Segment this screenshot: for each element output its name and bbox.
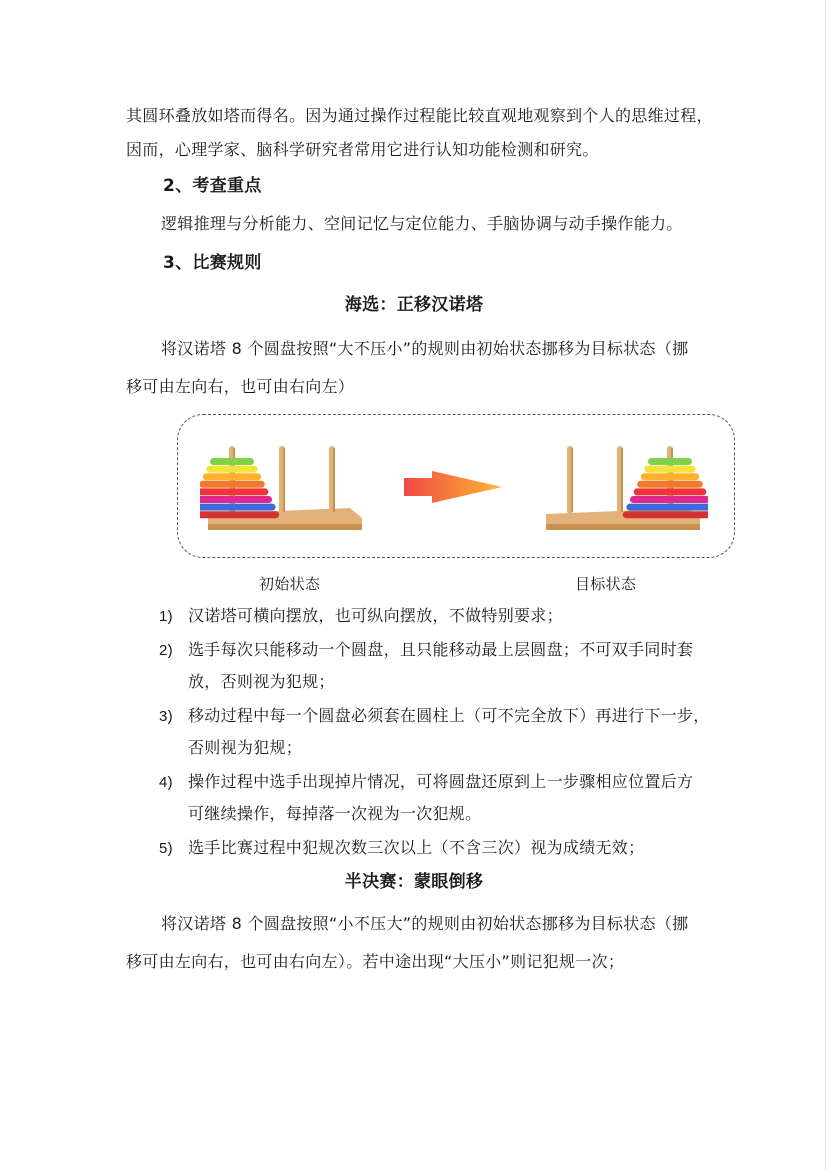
- rule-text-continued: 可继续操作，每掉落一次视为一次犯规。: [188, 804, 482, 823]
- section-3-title: 3、比赛规则: [163, 253, 262, 273]
- rule-number: 5): [159, 840, 173, 857]
- ring-disc: [206, 466, 257, 473]
- ring-disc: [637, 481, 703, 488]
- arrow-right-icon: [402, 470, 506, 504]
- ring-disc: [200, 504, 276, 511]
- page-edge: [825, 0, 826, 1170]
- ring-disc: [641, 473, 699, 480]
- preliminary-desc-line-1: 将汉诺塔 8 个圆盘按照“大不压小”的规则由初始状态挪移为目标状态（挪: [161, 339, 689, 358]
- ring-disc: [634, 488, 707, 495]
- semifinal-desc-line-2: 移可由左向右，也可由右向左）。若中途出现“大压小”则记犯规一次；: [126, 952, 625, 971]
- ring-disc: [200, 488, 268, 495]
- rule-number: 2): [159, 642, 173, 659]
- section-2-title: 2、考查重点: [163, 176, 262, 196]
- hanoi-target-state-image: [538, 438, 708, 538]
- preliminary-desc-line-2: 移可由左向右，也可由右向左）: [126, 377, 355, 396]
- ring-disc: [630, 496, 708, 503]
- rule-text-continued: 放，否则视为犯规；: [188, 672, 335, 691]
- semifinal-desc-line-1: 将汉诺塔 8 个圆盘按照“小不压大”的规则由初始状态挪移为目标状态（挪: [161, 914, 689, 933]
- preliminary-title: 海选：正移汉诺塔: [344, 295, 484, 315]
- section-2-body: 逻辑推理与分析能力、空间记忆与定位能力、手脑协调与动手操作能力。: [161, 214, 683, 233]
- rule-text-continued: 否则视为犯规；: [188, 738, 303, 757]
- rule-text: 选手比赛过程中犯规次数三次以上（不含三次）视为成绩无效；: [188, 838, 645, 857]
- intro-line-1: 其圆环叠放如塔而得名。因为通过操作过程能比较直观地观察到个人的思维过程，: [126, 106, 713, 125]
- ring-disc: [210, 458, 254, 465]
- ring-disc: [203, 473, 261, 480]
- wood-peg-shade: [333, 448, 335, 512]
- hanoi-initial-state-image: [200, 438, 370, 538]
- wood-base-edge: [208, 524, 362, 530]
- ring-disc: [623, 511, 708, 518]
- wood-peg-shade: [571, 448, 573, 512]
- semifinal-title: 半决赛：蒙眼倒移: [344, 872, 484, 892]
- rule-text: 汉诺塔可横向摆放，也可纵向摆放，不做特别要求；: [188, 606, 563, 625]
- ring-disc: [200, 511, 279, 518]
- wood-peg-shade: [283, 448, 285, 512]
- ring-disc: [626, 504, 708, 511]
- initial-state-label: 初始状态: [259, 575, 321, 593]
- ring-disc: [200, 496, 272, 503]
- ring-disc: [648, 458, 692, 465]
- rule-number: 3): [159, 708, 173, 725]
- rule-number: 1): [159, 608, 173, 625]
- rule-text: 操作过程中选手出现掉片情况，可将圆盘还原到上一步骤相应位置后方: [188, 772, 694, 791]
- wood-base-edge: [546, 524, 700, 530]
- target-state-label: 目标状态: [575, 575, 637, 593]
- wood-peg-shade: [621, 448, 623, 512]
- rule-text: 选手每次只能移动一个圆盘，且只能移动最上层圆盘；不可双手同时套: [188, 640, 694, 659]
- rule-text: 移动过程中每一个圆盘必须套在圆柱上（可不完全放下）再进行下一步，: [188, 706, 710, 725]
- intro-line-2: 因而，心理学家、脑科学研究者常用它进行认知功能检测和研究。: [126, 140, 599, 159]
- ring-disc: [200, 481, 265, 488]
- ring-disc: [644, 466, 695, 473]
- rule-number: 4): [159, 774, 173, 791]
